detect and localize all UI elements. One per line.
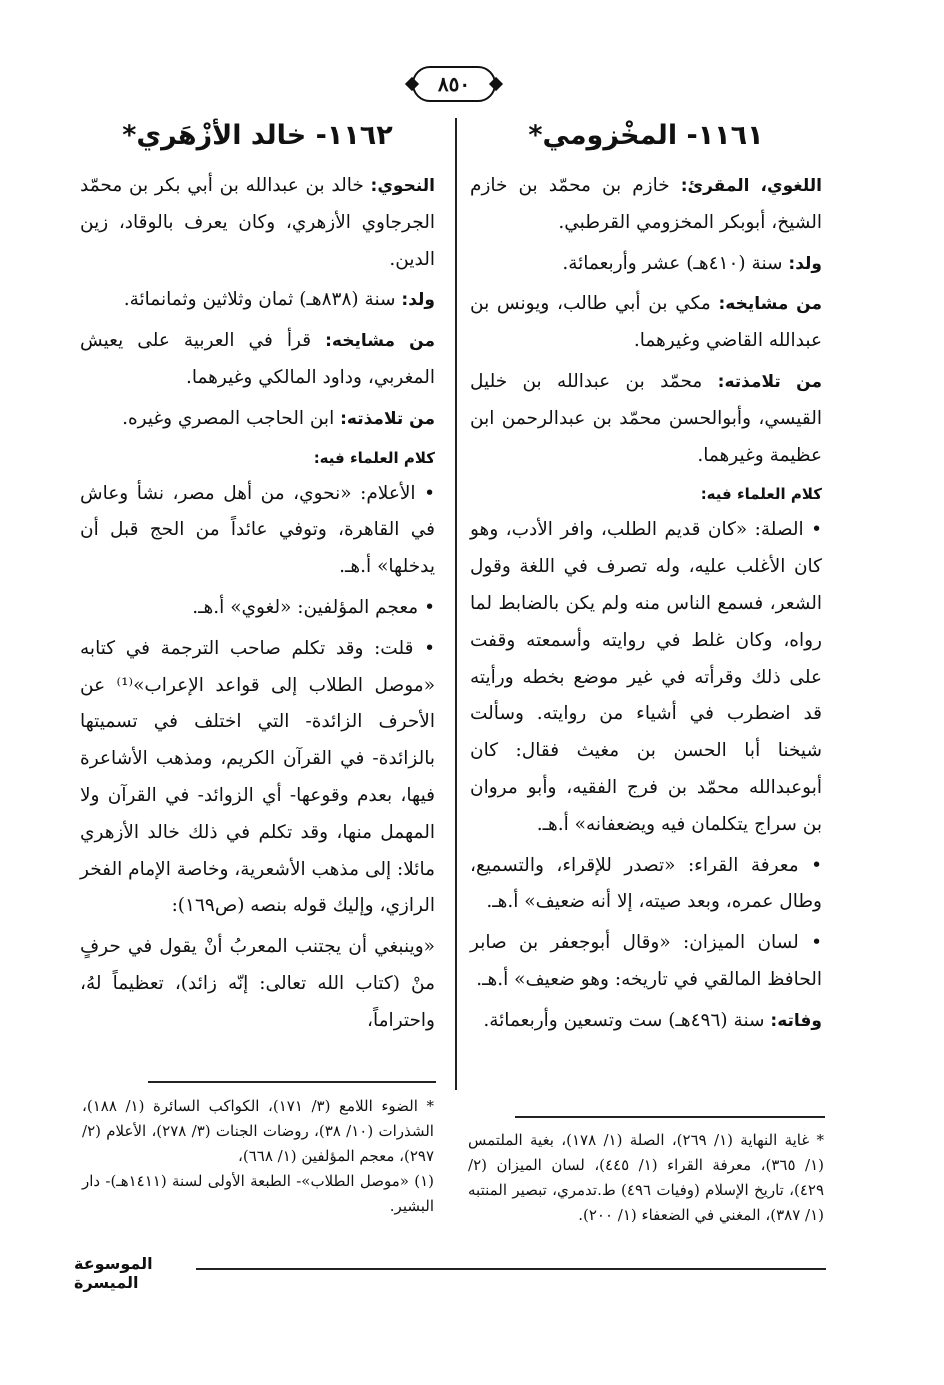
- footnote-rule-left: [148, 1081, 436, 1083]
- quote-lisan: • لسان الميزان: «وقال أبوجعفر بن صابر الحافظ المالقي في تاريخه: وهو ضعيف» أ.هـ.: [470, 932, 822, 990]
- column-divider: [455, 118, 457, 1090]
- footer-book-title: الموسوعة الميسرة: [74, 1254, 153, 1292]
- quote-alam: • الأعلام: «نحوي، من أهل مصر، نشأ وعاش في القاهرة، وتوفي عائداً من الحج قبل أن يدخلها» أ.هـ.: [80, 482, 435, 578]
- born-text: سنة (٨٣٨هـ) ثمان وثلاثين وثمانمائة.: [123, 289, 396, 311]
- footer-rule: [196, 1268, 826, 1270]
- teachers-text: مكي بن أبي طالب، ويونس بن عبدالله القاضي وغيرهما.: [470, 293, 822, 352]
- quote-mujam: • معجم المؤلفين: «لغوي» أ.هـ.: [192, 596, 435, 618]
- entry-1162-footnotes: [82, 1094, 434, 1219]
- students-text: محمّد بن عبدالله بن خليل القيسي، وأبوالحسن محمّد بن عبدالرحمن ابن عظيمة وغيرهما.: [470, 370, 822, 466]
- page-number: ٨٥٠: [412, 66, 496, 102]
- teachers-text: قرأ في العربية على يعيش المغربي، وداود المالكي وغيرهما.: [80, 330, 435, 388]
- students-label: من تلامذته:: [717, 371, 822, 392]
- entry-1161-intro: [470, 168, 822, 242]
- intro-label: النحوي:: [370, 176, 435, 196]
- born-label: ولد:: [401, 290, 435, 311]
- scholars-heading: كلام العلماء فيه:: [700, 485, 822, 504]
- entry-1161-column: [470, 108, 822, 1044]
- entry-1162-intro: [80, 168, 435, 278]
- entry-1161-students: [470, 364, 822, 474]
- intro-label: اللغوي، المقرئ:: [680, 176, 822, 196]
- entry-1162-column: [80, 108, 435, 1044]
- born-label: ولد:: [788, 253, 822, 274]
- entry-1162-students: [80, 401, 435, 438]
- entry-1161-footnotes: [468, 1128, 824, 1228]
- entry-1162-teachers: [80, 323, 435, 397]
- intro-text: خالد بن عبدالله بن أبي بكر بن محمّد الجرجاوي الأزهري، وكان يعرف بالوقاد، زين الدين.: [80, 175, 435, 270]
- footnote-sources: * الضوء اللامع (٣/ ١٧١)، الكواكب السائرة (١/ ١٨٨)، الشذرات (١٠/ ٣٨)، روضات الجنات (٣/ ٢٧٨)، الأعلام (٢/ ٢٩٧)، معجم المؤلفين (١/ ٦٦٨)،: [82, 1097, 434, 1165]
- teachers-label: من مشايخه:: [718, 294, 822, 315]
- born-text: سنة (٤١٠هـ) عشر وأربعمائة.: [562, 252, 783, 274]
- entry-1161-death: [470, 1003, 822, 1040]
- quote-qultu: • قلت: وقد تكلم صاحب الترجمة في كتابه «موصل الطلاب إلى قواعد الإعراب»⁽¹⁾ عن الأحرف الزائدة- التي اختلف في تسميتها بالزائدة- في القرآن الكريم، ومذهب الأشاعرة فيها، بعدم وقوعها- أي الزوائد- في القرآن ولا المهمل منها، وقد تكلم في ذلك خالد الأزهري مائلا: إلى مذهب الأشعرية، وخاصة الإمام الفخر الرازي، وإليك قوله بنصه (ص١٦٩):: [80, 637, 436, 917]
- teachers-label: من مشايخه:: [325, 331, 435, 352]
- death-text: سنة (٤٩٦هـ) ست وتسعين وأربعمائة.: [483, 1009, 765, 1031]
- entry-1161-teachers: [470, 286, 822, 360]
- footnote-rule-right: [515, 1116, 825, 1118]
- quote-qurra: • معرفة القراء: «تصدر للإقراء، والتسميع، وطال عمره، وبعد صيته، إلا أنه ضعيف» أ.هـ.: [470, 854, 822, 913]
- quote-excerpt: «وينبغي أن يجتنب المعربُ أنْ يقول في حرفٍ منْ (كتاب الله تعالى: إنّه زائد)، تعظيماً لهُ، واحتراماً،: [80, 936, 435, 1031]
- entry-1162-born: [80, 282, 435, 319]
- quote-sila: • الصلة: «كان قديم الطلب، وافر الأدب، وهو كان الأغلب عليه، وله تصرف في اللغة وقول الشعر، فسمع الناس منه ولم يكن بالضابط لما رواه، وكان غلط في روايته وأسمعته وقفت على ذلك وقرأته في غير موضع بخطه ورأيته قد اضطرب في أشياء من روايته. وسألت شيخنا أبا الحسن بن مغيث فقال: كان أبوعبدالله محمّد بن فرج الفقيه، وأبو مروان بن سراج يتكلمان فيه ويضعفانه» أ.هـ.: [470, 519, 822, 835]
- students-label: من تلامذته:: [340, 408, 435, 429]
- death-label: وفاته:: [770, 1010, 822, 1031]
- footnote-1: (١) «موصل الطلاب»- الطبعة الأولى لسنة (١٤١١هـ)- دار البشير.: [82, 1172, 434, 1215]
- intro-text: خازم بن محمّد بن خازم الشيخ، أبوبكر المخزومي القرطبي.: [470, 175, 822, 233]
- students-text: ابن الحاجب المصري وغيره.: [122, 407, 335, 429]
- entry-1161-title: ١١٦١- المخْزومي*: [528, 120, 764, 151]
- scholars-heading: كلام العلماء فيه:: [313, 448, 435, 467]
- entry-1162-title: ١١٦٢- خالد الأزْهَري*: [122, 120, 393, 151]
- entry-1161-born: [470, 246, 822, 283]
- footnote-sources: * غاية النهاية (١/ ٢٦٩)، الصلة (١/ ١٧٨)، بغية الملتمس (١/ ٣٦٥)، معرفة القراء (١/ ٤٤٥)، لسان الميزان (٢/ ٤٢٩)، تاريخ الإسلام (وفيات ٤٩٦) ط.تدمري، تبصير المنتبه (١/ ٣٨٧)، المغني في الضعفاء (١/ ٢٠٠).: [468, 1131, 825, 1224]
